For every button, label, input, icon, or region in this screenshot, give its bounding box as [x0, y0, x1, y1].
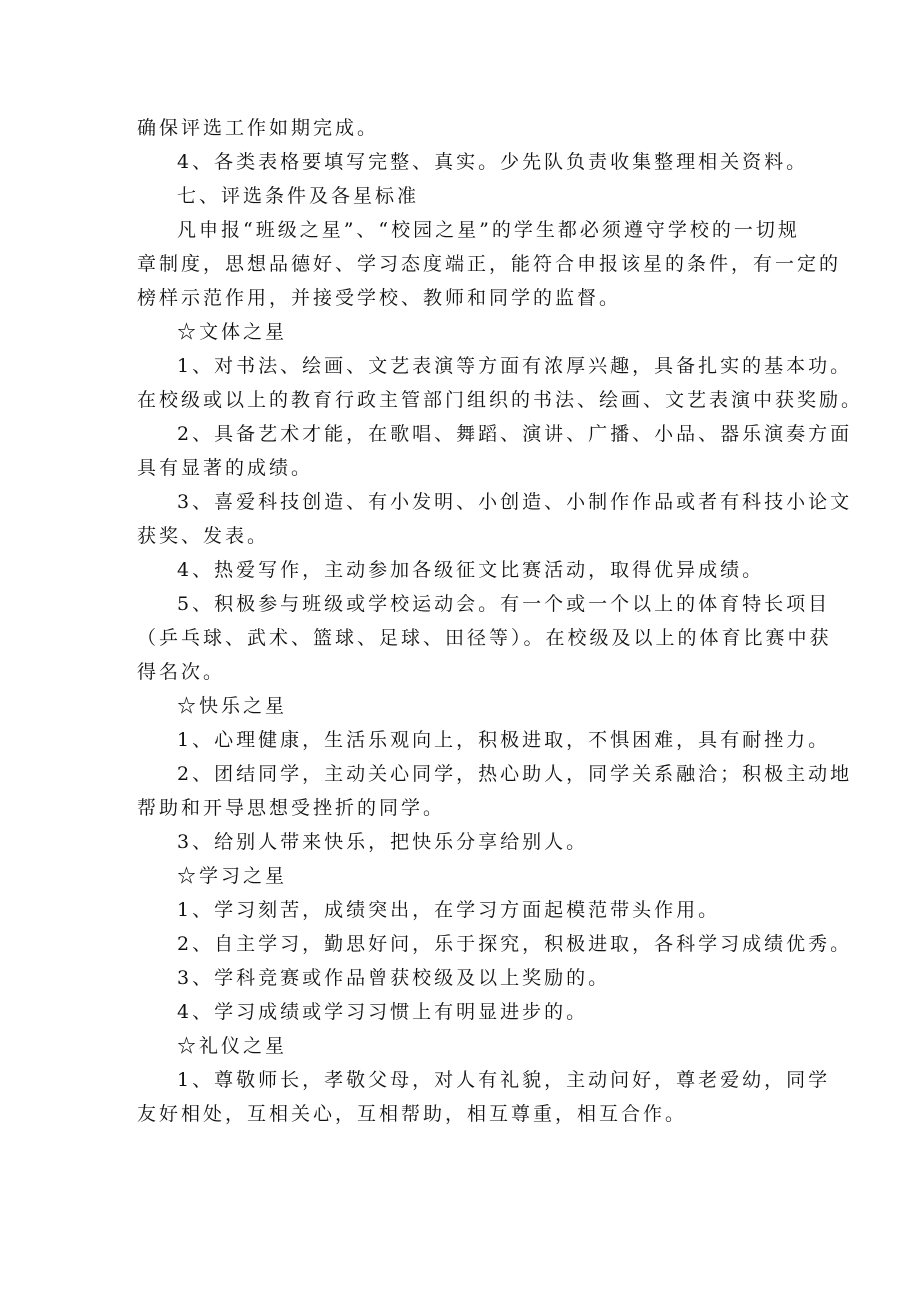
text-line: ☆学习之星: [177, 865, 288, 887]
text-line: 2、自主学习，勤思好问，乐于探究，积极进取，各科学习成绩优秀。: [177, 933, 853, 955]
text-line: 2、团结同学，主动关心同学，热心助人，同学关系融洽；积极主动地: [177, 763, 853, 785]
text-line: 4、各类表格要填写完整、真实。少先队负责收集整理相关资料。: [177, 151, 809, 173]
text-line: 4、学习成绩或学习习惯上有明显进步的。: [177, 1001, 589, 1023]
text-line: 得名次。: [137, 661, 226, 683]
text-line: 友好相处，互相关心，互相帮助，相互尊重，相互合作。: [137, 1103, 688, 1125]
text-line: 凡申报“班级之星”、“校园之星”的学生都必须遵守学校的一切规: [177, 219, 800, 241]
text-line: ☆快乐之星: [177, 695, 288, 717]
text-line: 帮助和开导思想受挫折的同学。: [137, 797, 446, 819]
text-line: 在校级或以上的教育行政主管部门组织的书法、绘画、文艺表演中获奖励。: [137, 389, 864, 411]
text-line: （乒乓球、武术、篮球、足球、田径等）。在校级及以上的体育比赛中获: [137, 627, 832, 649]
text-line: 1、尊敬师长，孝敬父母，对人有礼貌，主动问好，尊老爱幼，同学: [177, 1069, 831, 1091]
text-line: ☆文体之星: [177, 321, 288, 343]
text-line: 七、评选条件及各星标准: [177, 185, 420, 207]
text-line: 章制度，思想品德好、学习态度端正，能符合申报该星的条件，有一定的: [137, 253, 842, 275]
text-line: 5、积极参与班级或学校运动会。有一个或一个以上的体育特长项目: [177, 593, 831, 615]
text-line: 3、喜爱科技创造、有小发明、小创造、小制作作品或者有科技小论文: [177, 491, 853, 513]
text-line: 榜样示范作用，并接受学校、教师和同学的监督。: [137, 287, 622, 309]
text-line: 1、心理健康，生活乐观向上，积极进取，不惧困难，具有耐挫力。: [177, 729, 831, 751]
text-line: 1、学习刻苦，成绩突出，在学习方面起模范带头作用。: [177, 899, 721, 921]
text-line: 4、热爱写作，主动参加各级征文比赛活动，取得优异成绩。: [177, 559, 765, 581]
text-line: ☆礼仪之星: [177, 1035, 288, 1057]
text-line: 1、对书法、绘画、文艺表演等方面有浓厚兴趣，具备扎实的基本功。: [177, 355, 853, 377]
text-line: 确保评选工作如期完成。: [137, 117, 380, 139]
text-line: 3、学科竞赛或作品曾获校级及以上奖励的。: [177, 967, 611, 989]
text-line: 获奖、发表。: [137, 525, 270, 547]
text-line: 2、具备艺术才能，在歌唱、舞蹈、演讲、广播、小品、器乐演奏方面: [177, 423, 853, 445]
text-line: 3、给别人带来快乐，把快乐分享给别人。: [177, 831, 589, 853]
text-line: 具有显著的成绩。: [137, 457, 314, 479]
document-body: [137, 111, 864, 1131]
